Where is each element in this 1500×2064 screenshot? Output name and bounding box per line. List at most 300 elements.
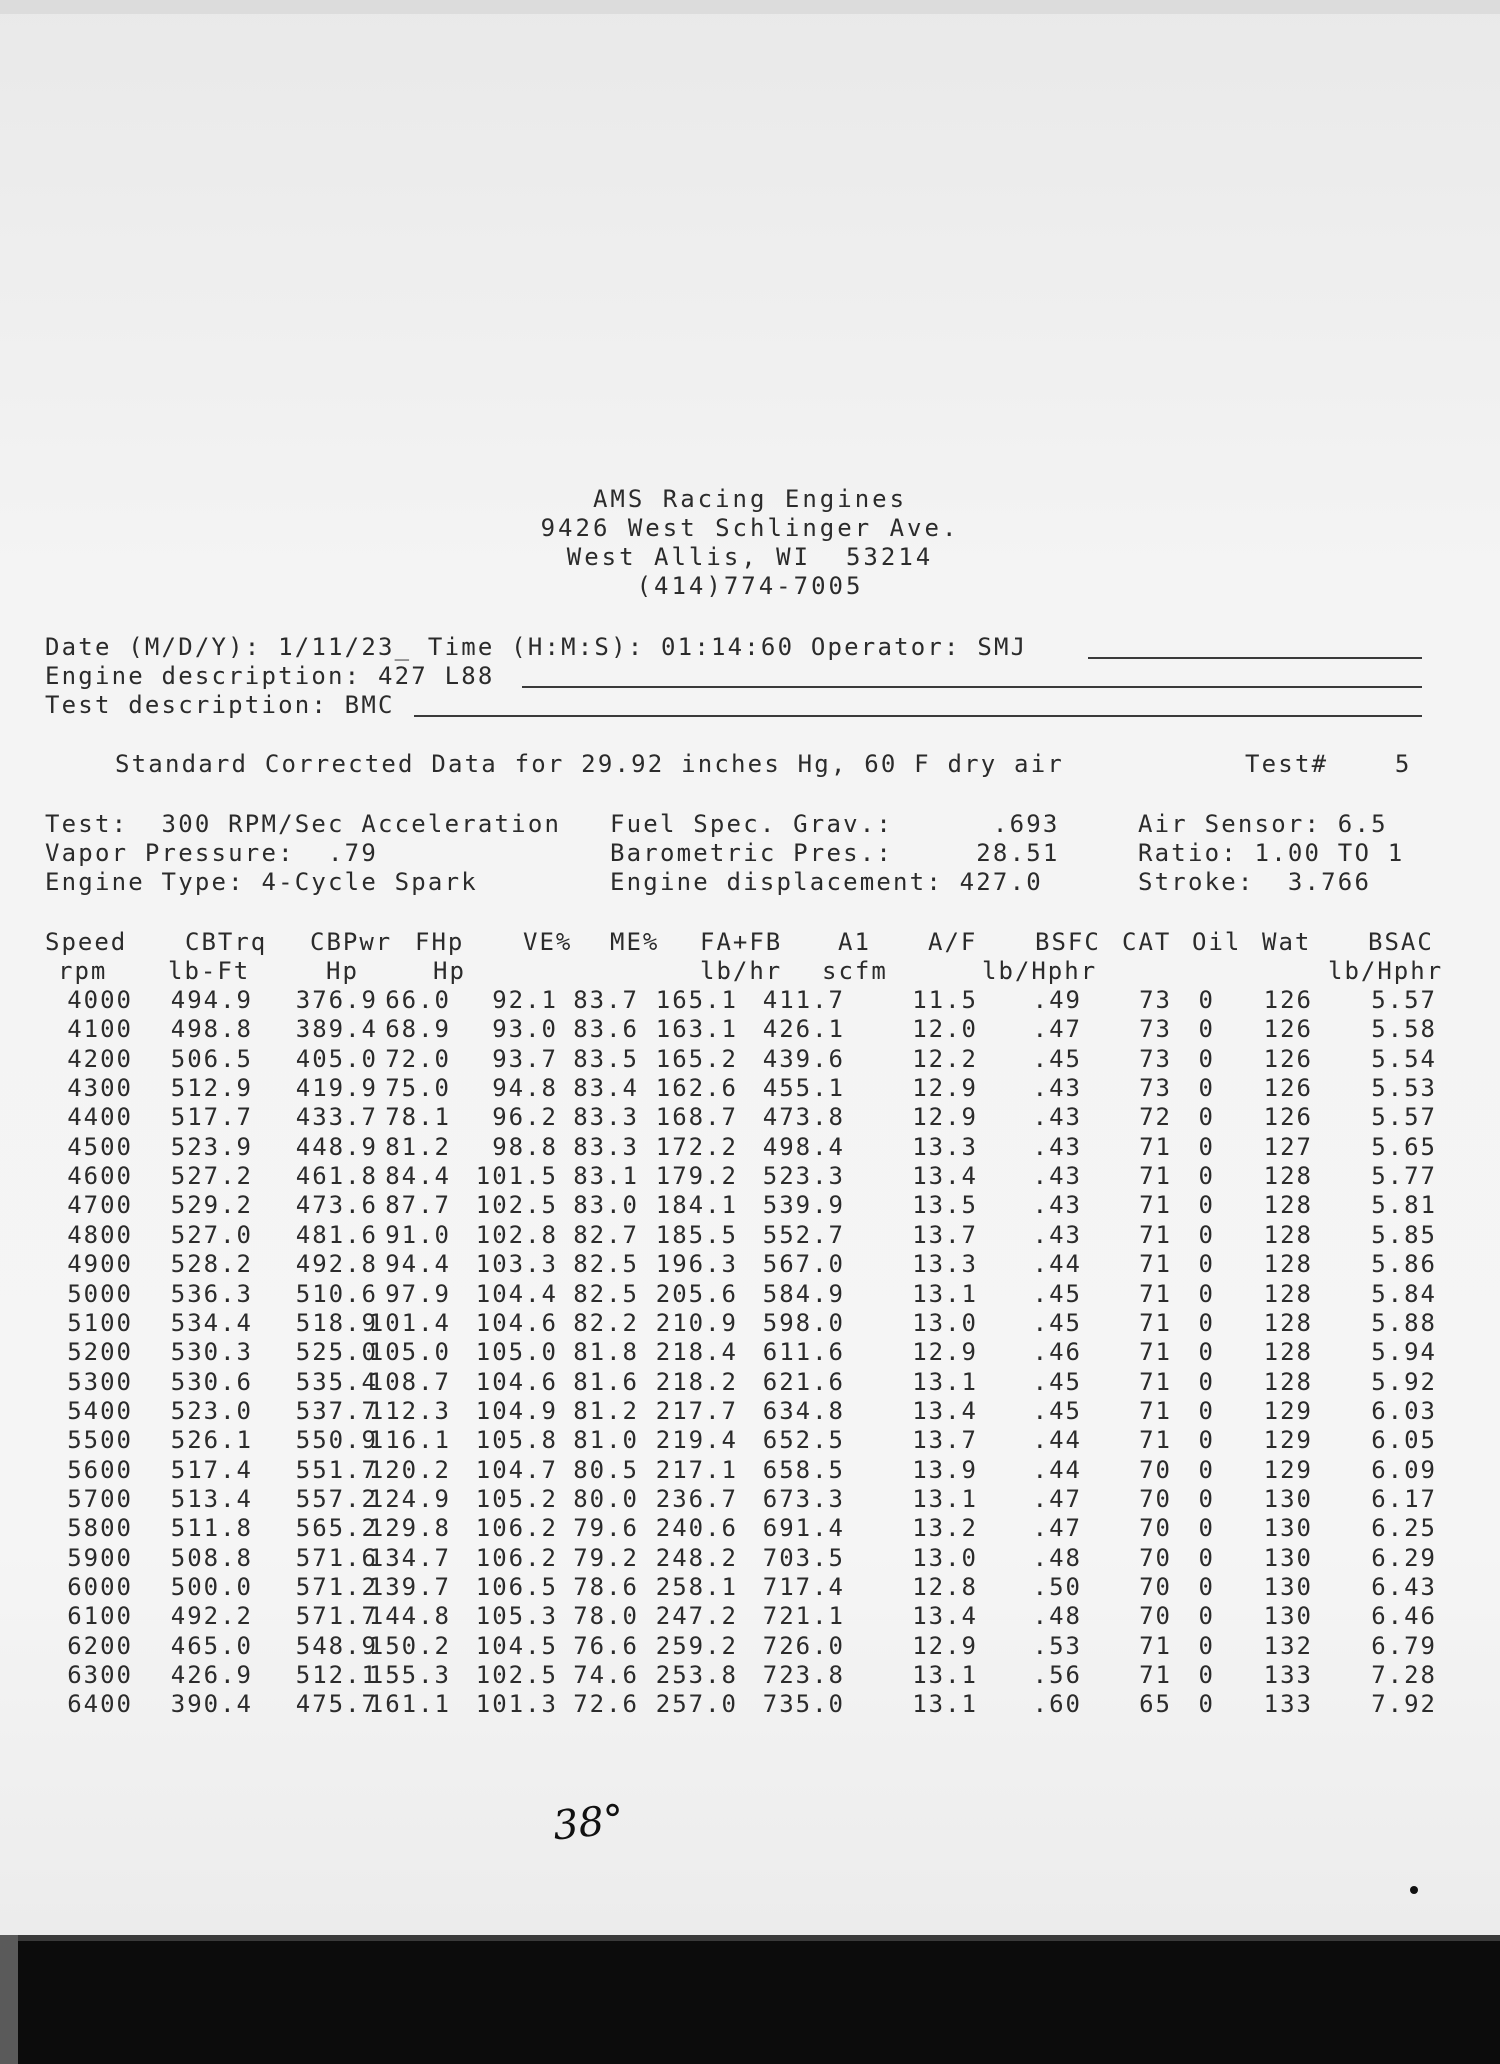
table-cell: 571.7: [295, 1602, 378, 1630]
table-cell: 105.3: [475, 1602, 558, 1630]
table-cell: 4700: [67, 1191, 133, 1219]
table-cell: 439.6: [762, 1045, 845, 1073]
table-cell: 71: [1139, 1221, 1172, 1249]
table-cell: 5200: [67, 1338, 133, 1366]
table-cell: 236.7: [655, 1485, 738, 1513]
table-cell: 81.2: [573, 1397, 639, 1425]
table-cell: 128: [1263, 1309, 1313, 1337]
table-cell: 527.2: [170, 1162, 253, 1190]
table-cell: 165.2: [655, 1045, 738, 1073]
table-cell: 104.7: [475, 1456, 558, 1484]
engine-displacement: Engine displacement: 427.0: [610, 868, 1043, 896]
table-cell: 248.2: [655, 1544, 738, 1572]
table-cell: 0: [1198, 1368, 1215, 1396]
scan-speck: [1410, 1886, 1418, 1894]
table-cell: 389.4: [295, 1015, 378, 1043]
table-cell: 5900: [67, 1544, 133, 1572]
table-cell: 550.9: [295, 1426, 378, 1454]
table-cell: 529.2: [170, 1191, 253, 1219]
table-cell: 6.29: [1371, 1544, 1437, 1572]
column-unit: lb-Ft: [168, 957, 251, 985]
column-header: BSAC: [1368, 928, 1434, 956]
table-cell: 551.7: [295, 1456, 378, 1484]
table-cell: 527.0: [170, 1221, 253, 1249]
column-unit: Hp: [326, 957, 359, 985]
table-cell: 0: [1198, 1309, 1215, 1337]
table-cell: 81.6: [573, 1368, 639, 1396]
table-cell: 5.58: [1371, 1015, 1437, 1043]
table-cell: 5.81: [1371, 1191, 1437, 1219]
table-cell: 6400: [67, 1690, 133, 1718]
table-cell: .47: [1032, 1485, 1082, 1513]
table-cell: 0: [1198, 1250, 1215, 1278]
table-cell: 134.7: [368, 1544, 451, 1572]
table-cell: 240.6: [655, 1514, 738, 1542]
table-cell: 126: [1263, 1015, 1313, 1043]
table-cell: 534.4: [170, 1309, 253, 1337]
column-header: Oil: [1192, 928, 1242, 956]
table-cell: .49: [1032, 986, 1082, 1014]
table-cell: 93.7: [492, 1045, 558, 1073]
table-cell: 0: [1198, 1338, 1215, 1366]
table-cell: 13.3: [912, 1250, 978, 1278]
table-cell: 6.79: [1371, 1632, 1437, 1660]
table-cell: 13.5: [912, 1191, 978, 1219]
table-cell: 70: [1139, 1485, 1172, 1513]
table-cell: 598.0: [762, 1309, 845, 1337]
table-cell: 426.9: [170, 1661, 253, 1689]
table-cell: 71: [1139, 1426, 1172, 1454]
table-cell: 71: [1139, 1133, 1172, 1161]
table-cell: 565.2: [295, 1514, 378, 1542]
table-cell: 82.5: [573, 1250, 639, 1278]
table-cell: 184.1: [655, 1191, 738, 1219]
table-cell: 12.9: [912, 1074, 978, 1102]
table-cell: 6.09: [1371, 1456, 1437, 1484]
column-header: A1: [838, 928, 871, 956]
table-cell: 94.4: [385, 1250, 451, 1278]
table-cell: 726.0: [762, 1632, 845, 1660]
table-cell: 376.9: [295, 986, 378, 1014]
handwritten-note: 38°: [550, 1796, 627, 1850]
table-cell: 0: [1198, 1426, 1215, 1454]
table-cell: 11.5: [912, 986, 978, 1014]
table-cell: 5.57: [1371, 1103, 1437, 1131]
table-cell: 13.7: [912, 1426, 978, 1454]
table-cell: 126: [1263, 1103, 1313, 1131]
table-cell: 71: [1139, 1309, 1172, 1337]
table-cell: 129.8: [368, 1514, 451, 1542]
table-cell: 13.2: [912, 1514, 978, 1542]
table-cell: 126: [1263, 986, 1313, 1014]
test-number: Test# 5: [1245, 750, 1412, 778]
table-cell: 512.9: [170, 1074, 253, 1102]
column-unit: scfm: [822, 957, 888, 985]
table-cell: 128: [1263, 1221, 1313, 1249]
table-cell: .56: [1032, 1661, 1082, 1689]
table-cell: 130: [1263, 1514, 1313, 1542]
table-cell: 528.2: [170, 1250, 253, 1278]
column-header: BSFC: [1035, 928, 1101, 956]
table-cell: 73: [1139, 1045, 1172, 1073]
table-cell: 481.6: [295, 1221, 378, 1249]
table-cell: 13.1: [912, 1690, 978, 1718]
table-cell: 0: [1198, 986, 1215, 1014]
table-cell: 6100: [67, 1602, 133, 1630]
table-cell: 13.7: [912, 1221, 978, 1249]
table-cell: 101.5: [475, 1162, 558, 1190]
table-cell: 536.3: [170, 1280, 253, 1308]
table-cell: 70: [1139, 1544, 1172, 1572]
table-cell: 168.7: [655, 1103, 738, 1131]
table-cell: 124.9: [368, 1485, 451, 1513]
table-cell: 5000: [67, 1280, 133, 1308]
table-cell: 91.0: [385, 1221, 451, 1249]
table-cell: 72.6: [573, 1690, 639, 1718]
table-cell: 552.7: [762, 1221, 845, 1249]
table-cell: 83.3: [573, 1103, 639, 1131]
table-cell: 12.9: [912, 1338, 978, 1366]
table-cell: 120.2: [368, 1456, 451, 1484]
table-cell: 512.1: [295, 1661, 378, 1689]
table-cell: 4500: [67, 1133, 133, 1161]
table-cell: 165.1: [655, 986, 738, 1014]
table-cell: 0: [1198, 1544, 1215, 1572]
table-cell: 7.92: [1371, 1690, 1437, 1718]
table-cell: 78.1: [385, 1103, 451, 1131]
table-cell: 185.5: [655, 1221, 738, 1249]
table-cell: 4900: [67, 1250, 133, 1278]
column-unit: rpm: [58, 957, 108, 985]
table-cell: 72: [1139, 1103, 1172, 1131]
table-cell: 0: [1198, 1456, 1215, 1484]
vapor-pressure: Vapor Pressure: .79: [45, 839, 378, 867]
table-cell: 537.7: [295, 1397, 378, 1425]
table-cell: 101.3: [475, 1690, 558, 1718]
table-cell: 73: [1139, 986, 1172, 1014]
table-cell: .48: [1032, 1544, 1082, 1572]
table-cell: .44: [1032, 1250, 1082, 1278]
table-cell: 5600: [67, 1456, 133, 1484]
table-cell: 102.8: [475, 1221, 558, 1249]
table-cell: 4100: [67, 1015, 133, 1043]
table-cell: 129: [1263, 1397, 1313, 1425]
table-cell: 128: [1263, 1338, 1313, 1366]
table-cell: 139.7: [368, 1573, 451, 1601]
table-cell: 703.5: [762, 1544, 845, 1572]
table-cell: 106.2: [475, 1514, 558, 1542]
table-cell: 71: [1139, 1397, 1172, 1425]
barometric-pressure: Barometric Pres.: 28.51: [610, 839, 1060, 867]
table-cell: 473.8: [762, 1103, 845, 1131]
table-cell: 172.2: [655, 1133, 738, 1161]
table-cell: 66.0: [385, 986, 451, 1014]
table-cell: 492.8: [295, 1250, 378, 1278]
table-cell: 218.2: [655, 1368, 738, 1396]
table-cell: 0: [1198, 1397, 1215, 1425]
table-cell: 76.6: [573, 1632, 639, 1660]
table-cell: 128: [1263, 1191, 1313, 1219]
table-cell: 13.4: [912, 1162, 978, 1190]
table-cell: .45: [1032, 1280, 1082, 1308]
table-cell: 13.3: [912, 1133, 978, 1161]
table-cell: 511.8: [170, 1514, 253, 1542]
table-cell: .44: [1032, 1426, 1082, 1454]
table-cell: 4800: [67, 1221, 133, 1249]
table-cell: 465.0: [170, 1632, 253, 1660]
table-cell: 0: [1198, 1162, 1215, 1190]
table-cell: 13.1: [912, 1485, 978, 1513]
scanner-bottom-band: [0, 1935, 1500, 2064]
table-cell: 83.1: [573, 1162, 639, 1190]
standard-corrected-line: Standard Corrected Data for 29.92 inches Hg, 60 F dry air: [115, 750, 1065, 778]
table-cell: 128: [1263, 1280, 1313, 1308]
table-cell: 126: [1263, 1045, 1313, 1073]
table-cell: 658.5: [762, 1456, 845, 1484]
table-cell: 4600: [67, 1162, 133, 1190]
table-cell: 126: [1263, 1074, 1313, 1102]
table-cell: 6.05: [1371, 1426, 1437, 1454]
column-unit: Hp: [433, 957, 466, 985]
table-cell: 567.0: [762, 1250, 845, 1278]
table-cell: 473.6: [295, 1191, 378, 1219]
column-header: VE%: [523, 928, 573, 956]
table-cell: .46: [1032, 1338, 1082, 1366]
table-cell: 116.1: [368, 1426, 451, 1454]
stroke: Stroke: 3.766: [1138, 868, 1372, 896]
table-cell: .53: [1032, 1632, 1082, 1660]
table-cell: 6.25: [1371, 1514, 1437, 1542]
air-sensor: Air Sensor: 6.5: [1138, 810, 1388, 838]
table-cell: 71: [1139, 1338, 1172, 1366]
table-cell: 13.1: [912, 1368, 978, 1396]
table-cell: 721.1: [762, 1602, 845, 1630]
table-cell: 105.8: [475, 1426, 558, 1454]
operator-underline: [1088, 657, 1422, 659]
table-cell: 5.92: [1371, 1368, 1437, 1396]
table-cell: 133: [1263, 1661, 1313, 1689]
table-cell: 12.2: [912, 1045, 978, 1073]
table-cell: 70: [1139, 1573, 1172, 1601]
table-cell: 130: [1263, 1544, 1313, 1572]
table-cell: 0: [1198, 1221, 1215, 1249]
table-cell: 133: [1263, 1690, 1313, 1718]
table-cell: 13.4: [912, 1602, 978, 1630]
table-cell: 218.4: [655, 1338, 738, 1366]
table-cell: 13.4: [912, 1397, 978, 1425]
table-cell: 571.2: [295, 1573, 378, 1601]
table-cell: 70: [1139, 1602, 1172, 1630]
table-cell: 105.0: [475, 1338, 558, 1366]
table-cell: 102.5: [475, 1191, 558, 1219]
table-cell: 71: [1139, 1661, 1172, 1689]
table-cell: 12.0: [912, 1015, 978, 1043]
column-header: CBPwr: [310, 928, 393, 956]
column-header: CAT: [1122, 928, 1172, 956]
table-cell: 78.0: [573, 1602, 639, 1630]
table-cell: 97.9: [385, 1280, 451, 1308]
table-cell: 247.2: [655, 1602, 738, 1630]
table-cell: 106.2: [475, 1544, 558, 1572]
table-cell: 448.9: [295, 1133, 378, 1161]
table-cell: 71: [1139, 1191, 1172, 1219]
table-cell: 5.57: [1371, 986, 1437, 1014]
table-cell: 0: [1198, 1690, 1215, 1718]
table-cell: .43: [1032, 1133, 1082, 1161]
table-cell: 539.9: [762, 1191, 845, 1219]
table-cell: 82.2: [573, 1309, 639, 1337]
table-cell: 475.7: [295, 1690, 378, 1718]
table-cell: 5.86: [1371, 1250, 1437, 1278]
table-cell: 6000: [67, 1573, 133, 1601]
table-cell: 104.9: [475, 1397, 558, 1425]
table-cell: 518.9: [295, 1309, 378, 1337]
table-cell: 506.5: [170, 1045, 253, 1073]
table-cell: 71: [1139, 1250, 1172, 1278]
engine-description-underline: [522, 686, 1422, 688]
table-cell: 517.7: [170, 1103, 253, 1131]
table-cell: 717.4: [762, 1573, 845, 1601]
table-cell: .50: [1032, 1573, 1082, 1601]
table-cell: .60: [1032, 1690, 1082, 1718]
table-cell: 96.2: [492, 1103, 558, 1131]
table-cell: 71: [1139, 1162, 1172, 1190]
table-cell: 106.5: [475, 1573, 558, 1601]
table-cell: 78.6: [573, 1573, 639, 1601]
table-cell: .47: [1032, 1514, 1082, 1542]
table-cell: 105.2: [475, 1485, 558, 1513]
table-cell: 673.3: [762, 1485, 845, 1513]
table-cell: 257.0: [655, 1690, 738, 1718]
table-cell: 5800: [67, 1514, 133, 1542]
table-cell: 81.0: [573, 1426, 639, 1454]
table-cell: 128: [1263, 1162, 1313, 1190]
table-cell: 155.3: [368, 1661, 451, 1689]
table-cell: 65: [1139, 1690, 1172, 1718]
table-cell: 127: [1263, 1133, 1313, 1161]
table-cell: 5.85: [1371, 1221, 1437, 1249]
table-cell: 98.8: [492, 1133, 558, 1161]
table-cell: 7.28: [1371, 1661, 1437, 1689]
table-cell: 498.4: [762, 1133, 845, 1161]
column-unit: lb/Hphr: [982, 957, 1098, 985]
date-time-operator-line: Date (M/D/Y): 1/11/23_ Time (H:M:S): 01:14:60 Operator: SMJ: [45, 633, 1028, 661]
table-cell: .45: [1032, 1397, 1082, 1425]
table-cell: 548.9: [295, 1632, 378, 1660]
table-cell: 571.6: [295, 1544, 378, 1572]
table-cell: 82.7: [573, 1221, 639, 1249]
table-cell: 81.8: [573, 1338, 639, 1366]
table-cell: 104.6: [475, 1309, 558, 1337]
table-cell: 0: [1198, 1280, 1215, 1308]
table-cell: 129: [1263, 1426, 1313, 1454]
table-cell: 82.5: [573, 1280, 639, 1308]
column-header: A/F: [928, 928, 978, 956]
table-cell: 6.46: [1371, 1602, 1437, 1630]
table-cell: 419.9: [295, 1074, 378, 1102]
table-cell: 5.65: [1371, 1133, 1437, 1161]
column-header: FHp: [415, 928, 465, 956]
table-cell: 73: [1139, 1015, 1172, 1043]
table-cell: 161.1: [368, 1690, 451, 1718]
test-description-underline: [414, 715, 1422, 717]
table-cell: .45: [1032, 1045, 1082, 1073]
table-cell: 87.7: [385, 1191, 451, 1219]
table-cell: 5.77: [1371, 1162, 1437, 1190]
table-cell: 108.7: [368, 1368, 451, 1396]
table-cell: 530.3: [170, 1338, 253, 1366]
table-cell: 433.7: [295, 1103, 378, 1131]
table-cell: 71: [1139, 1368, 1172, 1396]
table-cell: 584.9: [762, 1280, 845, 1308]
table-cell: 6300: [67, 1661, 133, 1689]
table-cell: 83.3: [573, 1133, 639, 1161]
table-cell: 205.6: [655, 1280, 738, 1308]
table-cell: 75.0: [385, 1074, 451, 1102]
ratio: Ratio: 1.00 TO 1: [1138, 839, 1405, 867]
table-cell: 4300: [67, 1074, 133, 1102]
table-cell: 6.43: [1371, 1573, 1437, 1601]
table-cell: 508.8: [170, 1544, 253, 1572]
table-cell: 144.8: [368, 1602, 451, 1630]
table-cell: 5400: [67, 1397, 133, 1425]
table-cell: 455.1: [762, 1074, 845, 1102]
table-cell: 71: [1139, 1632, 1172, 1660]
table-cell: 150.2: [368, 1632, 451, 1660]
table-cell: 498.8: [170, 1015, 253, 1043]
table-cell: 5.88: [1371, 1309, 1437, 1337]
table-cell: 80.0: [573, 1485, 639, 1513]
table-cell: 0: [1198, 1514, 1215, 1542]
table-cell: 73: [1139, 1074, 1172, 1102]
table-cell: 112.3: [368, 1397, 451, 1425]
table-cell: 390.4: [170, 1690, 253, 1718]
table-cell: 5.53: [1371, 1074, 1437, 1102]
table-cell: 132: [1263, 1632, 1313, 1660]
table-cell: 0: [1198, 1015, 1215, 1043]
table-cell: 83.6: [573, 1015, 639, 1043]
table-cell: 0: [1198, 1045, 1215, 1073]
table-cell: 611.6: [762, 1338, 845, 1366]
table-cell: 196.3: [655, 1250, 738, 1278]
table-cell: 70: [1139, 1514, 1172, 1542]
table-cell: 0: [1198, 1103, 1215, 1131]
table-cell: 104.4: [475, 1280, 558, 1308]
table-cell: 81.2: [385, 1133, 451, 1161]
table-cell: .43: [1032, 1103, 1082, 1131]
table-cell: .43: [1032, 1074, 1082, 1102]
table-cell: 253.8: [655, 1661, 738, 1689]
company-phone: (414)774-7005: [636, 572, 864, 600]
table-cell: .43: [1032, 1191, 1082, 1219]
table-cell: 130: [1263, 1602, 1313, 1630]
table-cell: 72.0: [385, 1045, 451, 1073]
table-cell: 74.6: [573, 1661, 639, 1689]
table-cell: 179.2: [655, 1162, 738, 1190]
table-cell: .45: [1032, 1309, 1082, 1337]
column-header: CBTrq: [185, 928, 268, 956]
table-cell: 5700: [67, 1485, 133, 1513]
table-cell: 5.54: [1371, 1045, 1437, 1073]
table-cell: 104.5: [475, 1632, 558, 1660]
table-cell: 68.9: [385, 1015, 451, 1043]
column-header: ME%: [610, 928, 660, 956]
table-cell: 258.1: [655, 1573, 738, 1601]
table-cell: 513.4: [170, 1485, 253, 1513]
table-cell: 4400: [67, 1103, 133, 1131]
table-cell: .43: [1032, 1162, 1082, 1190]
table-cell: .48: [1032, 1602, 1082, 1630]
